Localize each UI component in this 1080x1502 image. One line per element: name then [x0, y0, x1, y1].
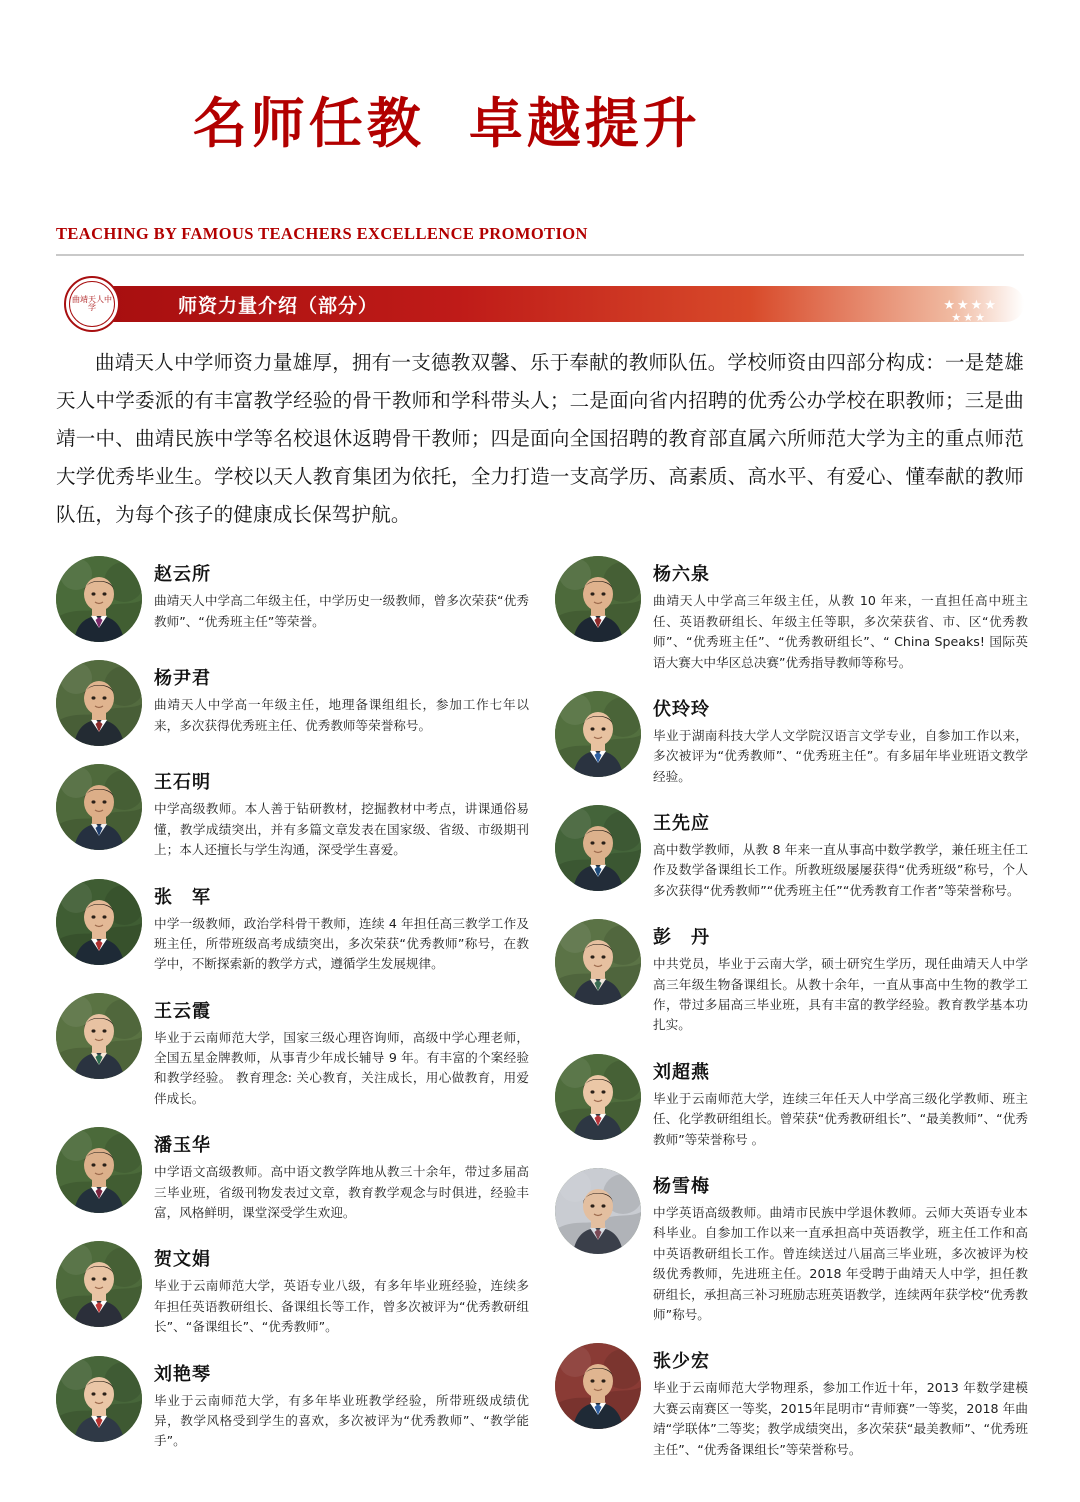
teacher-description: 毕业于云南师范大学，国家三级心理咨询师，高级中学心理老师，全国五星金牌教师，从事青少年成长辅导 9 年。有丰富的个案经验和教学经验。 教育理念: 关心教育，关注成长，用心做教育，用爱伴成长。 [154, 1029, 529, 1106]
poster-header [56, 30, 1024, 262]
teacher-name: 杨六泉 [653, 564, 710, 586]
teacher-photo [555, 1054, 641, 1140]
teacher-card [56, 1127, 529, 1223]
teacher-card [56, 1241, 529, 1337]
teacher-info [154, 556, 529, 632]
teacher-column-right [555, 556, 1028, 1478]
teacher-photo [56, 1241, 142, 1327]
teacher-photo [56, 1127, 142, 1213]
teacher-name: 王石明 [154, 772, 211, 794]
teacher-photo [56, 556, 142, 642]
teacher-name: 王先应 [653, 813, 710, 835]
stars-row-2: ★★★ [951, 312, 987, 325]
teacher-photo [56, 879, 142, 965]
teacher-description: 毕业于云南师范大学，连续三年任天人中学高三级化学教师、班主任、化学教研组组长。曾荣获“优秀教研组长”、“最美教师”、“优秀教师”等荣誉称号 。 [653, 1090, 1028, 1147]
teacher-photo [555, 1168, 641, 1254]
teacher-name: 王云霞 [154, 1000, 211, 1022]
teacher-description: 毕业于云南师范大学，英语专业八级，有多年毕业班经验，连续多年担任英语教研组长、备课组长等工作，曾多次被评为“优秀教研组长”、“备课组长”、“优秀教师”。 [154, 1278, 529, 1335]
teacher-card [56, 556, 529, 642]
header-divider [56, 254, 1024, 256]
teacher-column-left [56, 556, 529, 1478]
teacher-name: 杨尹君 [154, 668, 211, 690]
teacher-info [154, 660, 529, 736]
teacher-name: 刘超燕 [653, 1061, 710, 1083]
teacher-info [154, 764, 529, 860]
teacher-info [653, 691, 1028, 787]
teacher-info [653, 919, 1028, 1036]
teacher-description: 中学一级教师，政治学科骨干教师，连续 4 年担任高三教学工作及班主任，所带班级高考成绩突出，多次荣获“优秀教师”称号，在教学中，不断探索新的教学方式，遵循学生发展规律。 [154, 915, 529, 972]
teacher-description: 毕业于湖南科技大学人文学院汉语言文学专业，自参加工作以来，多次被评为“优秀教师”、“优秀班主任”。有多届年毕业班语文教学经验。 [653, 727, 1028, 784]
teacher-description: 中共党员，毕业于云南大学，硕士研究生学历，现任曲靖天人中学高三年级生物备课组长。从教十余年，一直从事高中生物的教学工作，带过多届高三毕业班，具有丰富的教学经验。教育教学基本功扎实。 [653, 956, 1028, 1033]
teacher-columns [56, 556, 1028, 1478]
section-header [56, 276, 1024, 332]
teacher-name: 彭 丹 [653, 927, 710, 949]
title-cn-part2: 卓越提升 [468, 91, 701, 156]
teacher-photo [555, 1343, 641, 1429]
section-bar [112, 286, 1024, 325]
teacher-info [653, 1168, 1028, 1325]
teacher-card [555, 556, 1028, 673]
teacher-info [653, 1054, 1028, 1150]
teacher-description: 中学英语高级教师。曲靖市民族中学退休教师。云师大英语专业本科毕业。自参加工作以来一直承担高中英语教学，班主任工作和高中英语教研组长工作。曾连续送过八届高三毕业班，多次被评为校级优秀教师，先进班主任。2018 年受聘于曲靖天人中学，担任教研组长，承担高三补习班励志班英语教学，连续两年获学校“优秀教师”称号。 [653, 1205, 1028, 1322]
teacher-name: 刘艳琴 [154, 1363, 211, 1385]
teacher-card [555, 1168, 1028, 1325]
school-seal-text: 曲靖天人中学 [69, 281, 115, 327]
teacher-name: 潘玉华 [154, 1135, 211, 1157]
teacher-info [154, 1356, 529, 1452]
teacher-info [653, 556, 1028, 673]
teacher-name: 赵云所 [154, 564, 211, 586]
teacher-card [56, 993, 529, 1110]
teacher-card [555, 1054, 1028, 1150]
teacher-card [56, 764, 529, 860]
page-subtitle-english: TEACHING BY FAMOUS TEACHERS EXCELLENCE PROMOTION [56, 224, 588, 244]
teacher-name: 伏玲玲 [653, 698, 710, 720]
stars-row-1: ★★★★ [943, 297, 998, 313]
teacher-photo [555, 691, 641, 777]
teacher-card [56, 660, 529, 746]
teacher-description: 曲靖天人中学高三年级主任，从教 10 年来，一直担任高中班主任、英语教研组长、年级主任等职，多次荣获省、市、区“优秀教师”、“优秀班主任”、“优秀教研组长”、“ China Speaks! 国际英语大赛大中华区总决赛”优秀指导教师等称号。 [653, 593, 1028, 670]
teacher-description: 高中数学教师，从教 8 年来一直从事高中数学教学，兼任班主任工作及数学备课组长工作。所教班级屡屡获得“优秀班级”称号，个人多次获得“优秀教师”“优秀班主任”“优秀教育工作者”等荣誉称号。 [653, 842, 1028, 898]
teacher-card [56, 1356, 529, 1452]
school-seal-icon [64, 276, 120, 332]
teacher-description: 中学高级教师。本人善于钻研教材，挖掘教材中考点，讲课通俗易懂，教学成绩突出，并有多篇文章发表在国家级、省级、市级期刊上；本人还擅长与学生沟通，深受学生喜爱。 [154, 801, 529, 858]
teacher-info [154, 879, 529, 975]
teacher-photo [56, 660, 142, 746]
teacher-info [154, 1127, 529, 1223]
teacher-card [56, 879, 529, 975]
teacher-card [555, 805, 1028, 901]
teacher-name: 张 军 [154, 886, 211, 908]
teacher-name: 杨雪梅 [653, 1176, 710, 1197]
title-cn-part1: 名师任教 [192, 91, 425, 156]
teacher-description: 毕业于云南师范大学物理系，参加工作近十年，2013 年数学建模大赛云南赛区一等奖，2015年昆明市“青师赛”一等奖，2018 年曲靖“学联体”二等奖；教学成绩突出，多次荣获“最美教师”、“优秀班主任”、“优秀备课组长”等荣誉称号。 [653, 1380, 1028, 1457]
teacher-info [154, 993, 529, 1110]
teacher-name: 贺文娟 [154, 1249, 211, 1271]
teacher-info [154, 1241, 529, 1337]
teacher-info [653, 1343, 1028, 1460]
teacher-photo [56, 1356, 142, 1442]
teacher-photo [56, 764, 142, 850]
teacher-description: 毕业于云南师范大学，有多年毕业班教学经验，所带班级成绩优异，教学风格受到学生的喜欢，多次被评为“优秀教师”、“教学能手”。 [154, 1392, 529, 1449]
teacher-photo [555, 919, 641, 1005]
teacher-card [555, 1343, 1028, 1460]
stars-decoration [943, 298, 998, 324]
page-title [56, 30, 1024, 216]
teacher-description: 曲靖天人中学高一年级主任，地理备课组组长，参加工作七年以来，多次获得优秀班主任、优秀教师等荣誉称号。 [154, 697, 529, 733]
teacher-card [555, 691, 1028, 787]
teacher-photo [555, 805, 641, 891]
teacher-card [555, 919, 1028, 1036]
teacher-photo [555, 556, 641, 642]
intro-paragraph: 曲靖天人中学师资力量雄厚，拥有一支德教双馨、乐于奉献的教师队伍。学校师资由四部分构成：一是楚雄天人中学委派的有丰富教学经验的骨干教师和学科带头人；二是面向省内招聘的优秀公办学校在职教师；三是曲靖一中、曲靖民族中学等名校退休返聘骨干教师；四是面向全国招聘的教育部直属六所师范大学为主的重点师范大学优秀毕业生。学校以天人教育集团为依托，全力打造一支高学历、高素质、高水平、有爱心、懂奉献的教师队伍，为每个孩子的健康成长保驾护航。 [56, 351, 1024, 527]
teacher-photo [56, 993, 142, 1079]
teacher-description: 曲靖天人中学高二年级主任，中学历史一级教师，曾多次荣获“优秀教师”、“优秀班主任”等荣誉。 [154, 593, 529, 629]
teacher-info [653, 805, 1028, 901]
teacher-description: 中学语文高级教师。高中语文教学阵地从教三十余年，带过多届高三毕业班，省级刊物发表过文章，教育教学观念与时俱进，经验丰富，风格鲜明，课堂深受学生欢迎。 [154, 1164, 529, 1221]
teacher-name: 张少宏 [653, 1351, 710, 1373]
section-title: 师资力量介绍（部分） [178, 294, 379, 317]
